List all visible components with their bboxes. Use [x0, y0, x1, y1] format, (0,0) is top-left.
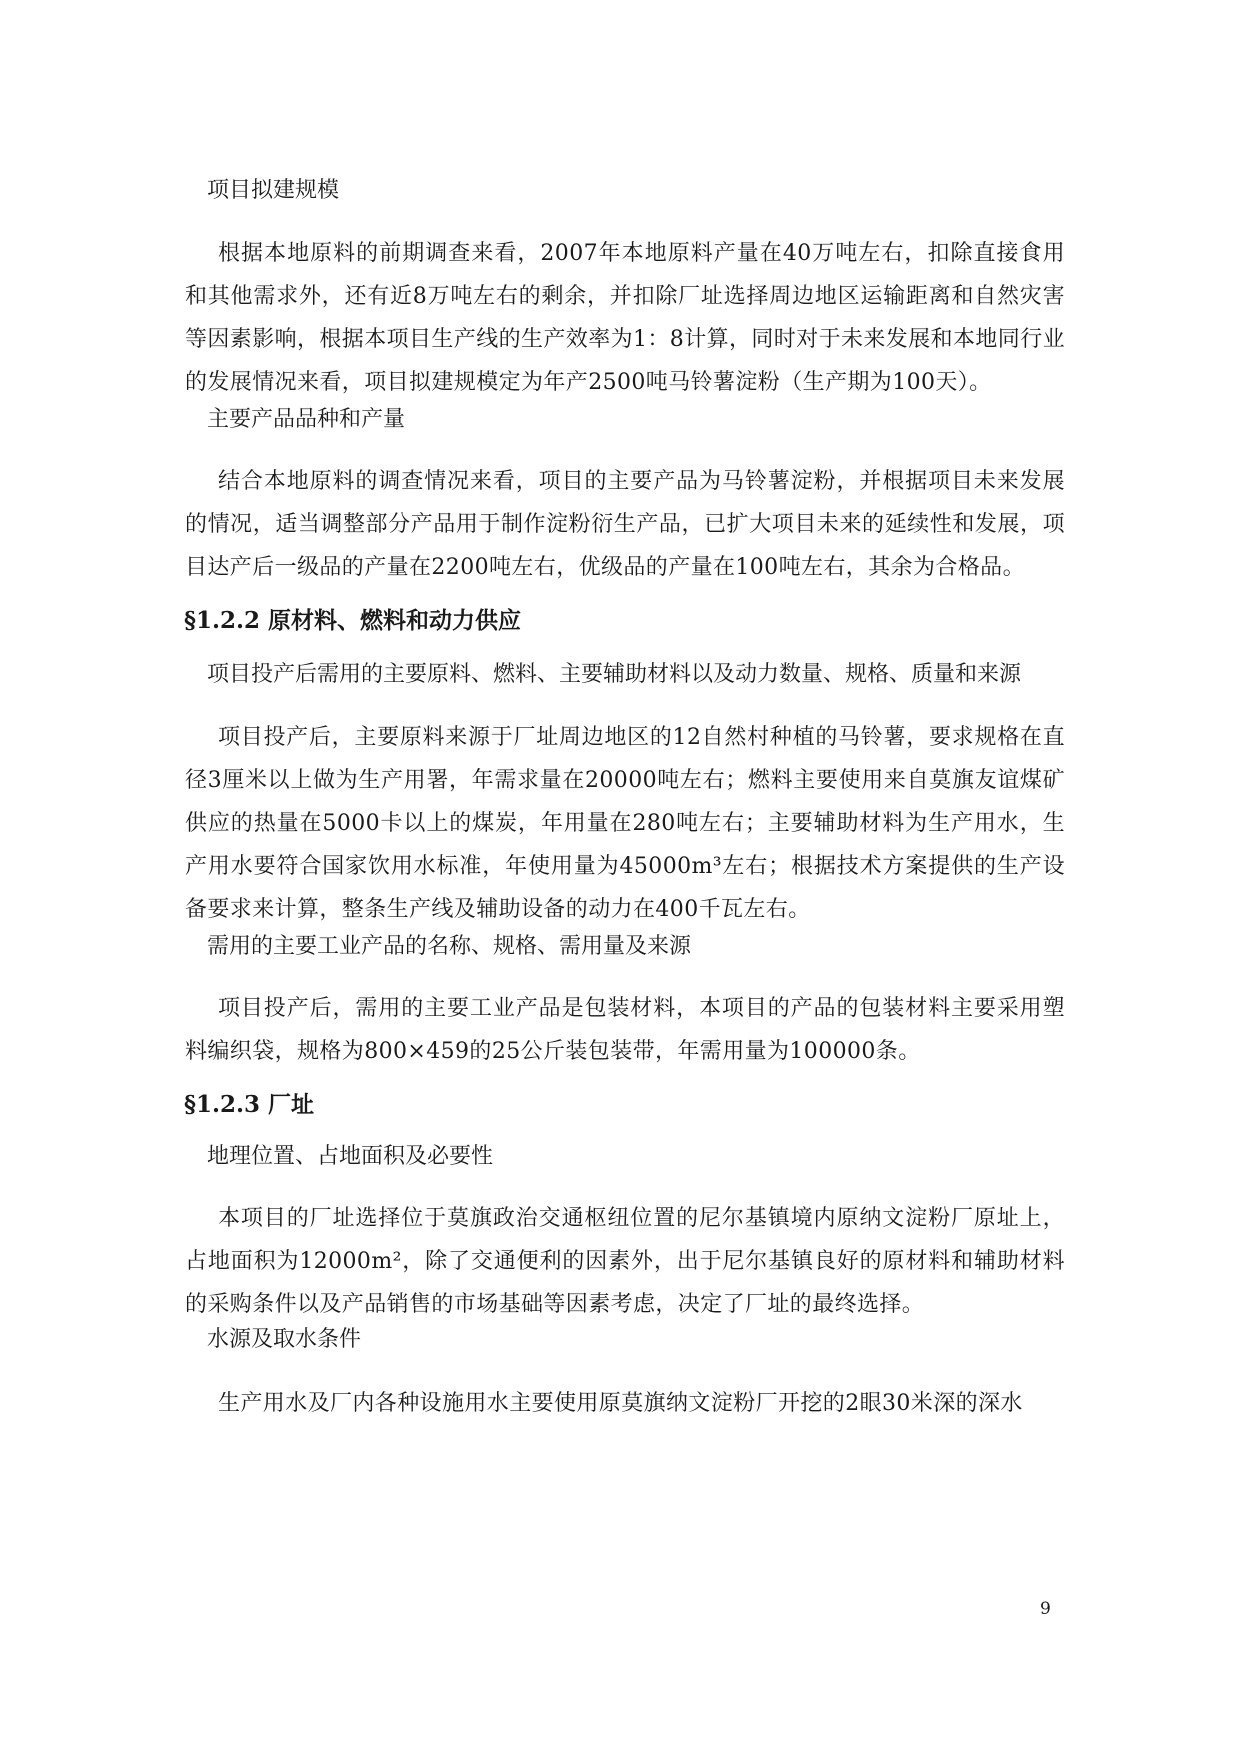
- subheading-products: 主要产品品种和产量: [207, 407, 406, 432]
- subheading-site-location: 地理位置、占地面积及必要性: [207, 1144, 494, 1169]
- page-number: 9: [1040, 1599, 1051, 1619]
- subheading-materials: 项目投产后需用的主要原料、燃料、主要辅助材料以及动力数量、规格、质量和来源: [207, 662, 1022, 687]
- paragraph-project-scale: 根据本地原料的前期调查来看，2007年本地原料产量在40万吨左右，扣除直接食用和其他需求外，还有近8万吨左右的剩余，并扣除厂址选择周边地区运输距离和自然灾害等因素影响，根据本项目生产线的生产效率为1：8计算，同时对于未来发展和本地同行业的发展情况来看，项目拟建规模定为年产2500吨马铃薯淀粉（生产期为100天）。: [185, 241, 1065, 395]
- subheading-project-scale: 项目拟建规模: [207, 178, 340, 203]
- paragraph-products: 结合本地原料的调查情况来看，项目的主要产品为马铃薯淀粉，并根据项目未来发展的情况，适当调整部分产品用于制作淀粉衍生产品，已扩大项目未来的延续性和发展，项目达产后一级品的产量在2200吨左右，优级品的产量在100吨左右，其余为合格品。: [185, 469, 1065, 580]
- paragraph-site-location: 本项目的厂址选择位于莫旗政治交通枢纽位置的尼尔基镇境内原纳文淀粉厂原址上，占地面积为12000m²，除了交通便利的因素外，出于尼尔基镇良好的原材料和辅助材料的采购条件以及产品销售的市场基础等因素考虑，决定了厂址的最终选择。: [185, 1206, 1065, 1317]
- section-heading-site: §1.2.3 厂址: [184, 1091, 315, 1118]
- paragraph-water-source: 生产用水及厂内各种设施用水主要使用原莫旗纳文淀粉厂开挖的2眼30米深的深水: [218, 1391, 1023, 1416]
- subheading-water-source: 水源及取水条件: [207, 1327, 362, 1352]
- paragraph-industrial-products: 项目投产后，需用的主要工业产品是包装材料，本项目的产品的包装材料主要采用塑料编织袋，规格为800×459的25公斤装包装带，年需用量为100000条。: [185, 996, 1065, 1064]
- paragraph-materials: 项目投产后，主要原料来源于厂址周边地区的12自然村种植的马铃薯，要求规格在直径3厘米以上做为生产用署，年需求量在20000吨左右；燃料主要使用来自莫旗友谊煤矿供应的热量在5000卡以上的煤炭，年用量在280吨左右；主要辅助材料为生产用水，生产用水要符合国家饮用水标准，年使用量为45000m³左右；根据技术方案提供的生产设备要求来计算，整条生产线及辅助设备的动力在400千瓦左右。: [185, 725, 1065, 922]
- subheading-industrial-products: 需用的主要工业产品的名称、规格、需用量及来源: [207, 934, 692, 959]
- section-heading-materials: §1.2.2 原材料、燃料和动力供应: [184, 607, 522, 634]
